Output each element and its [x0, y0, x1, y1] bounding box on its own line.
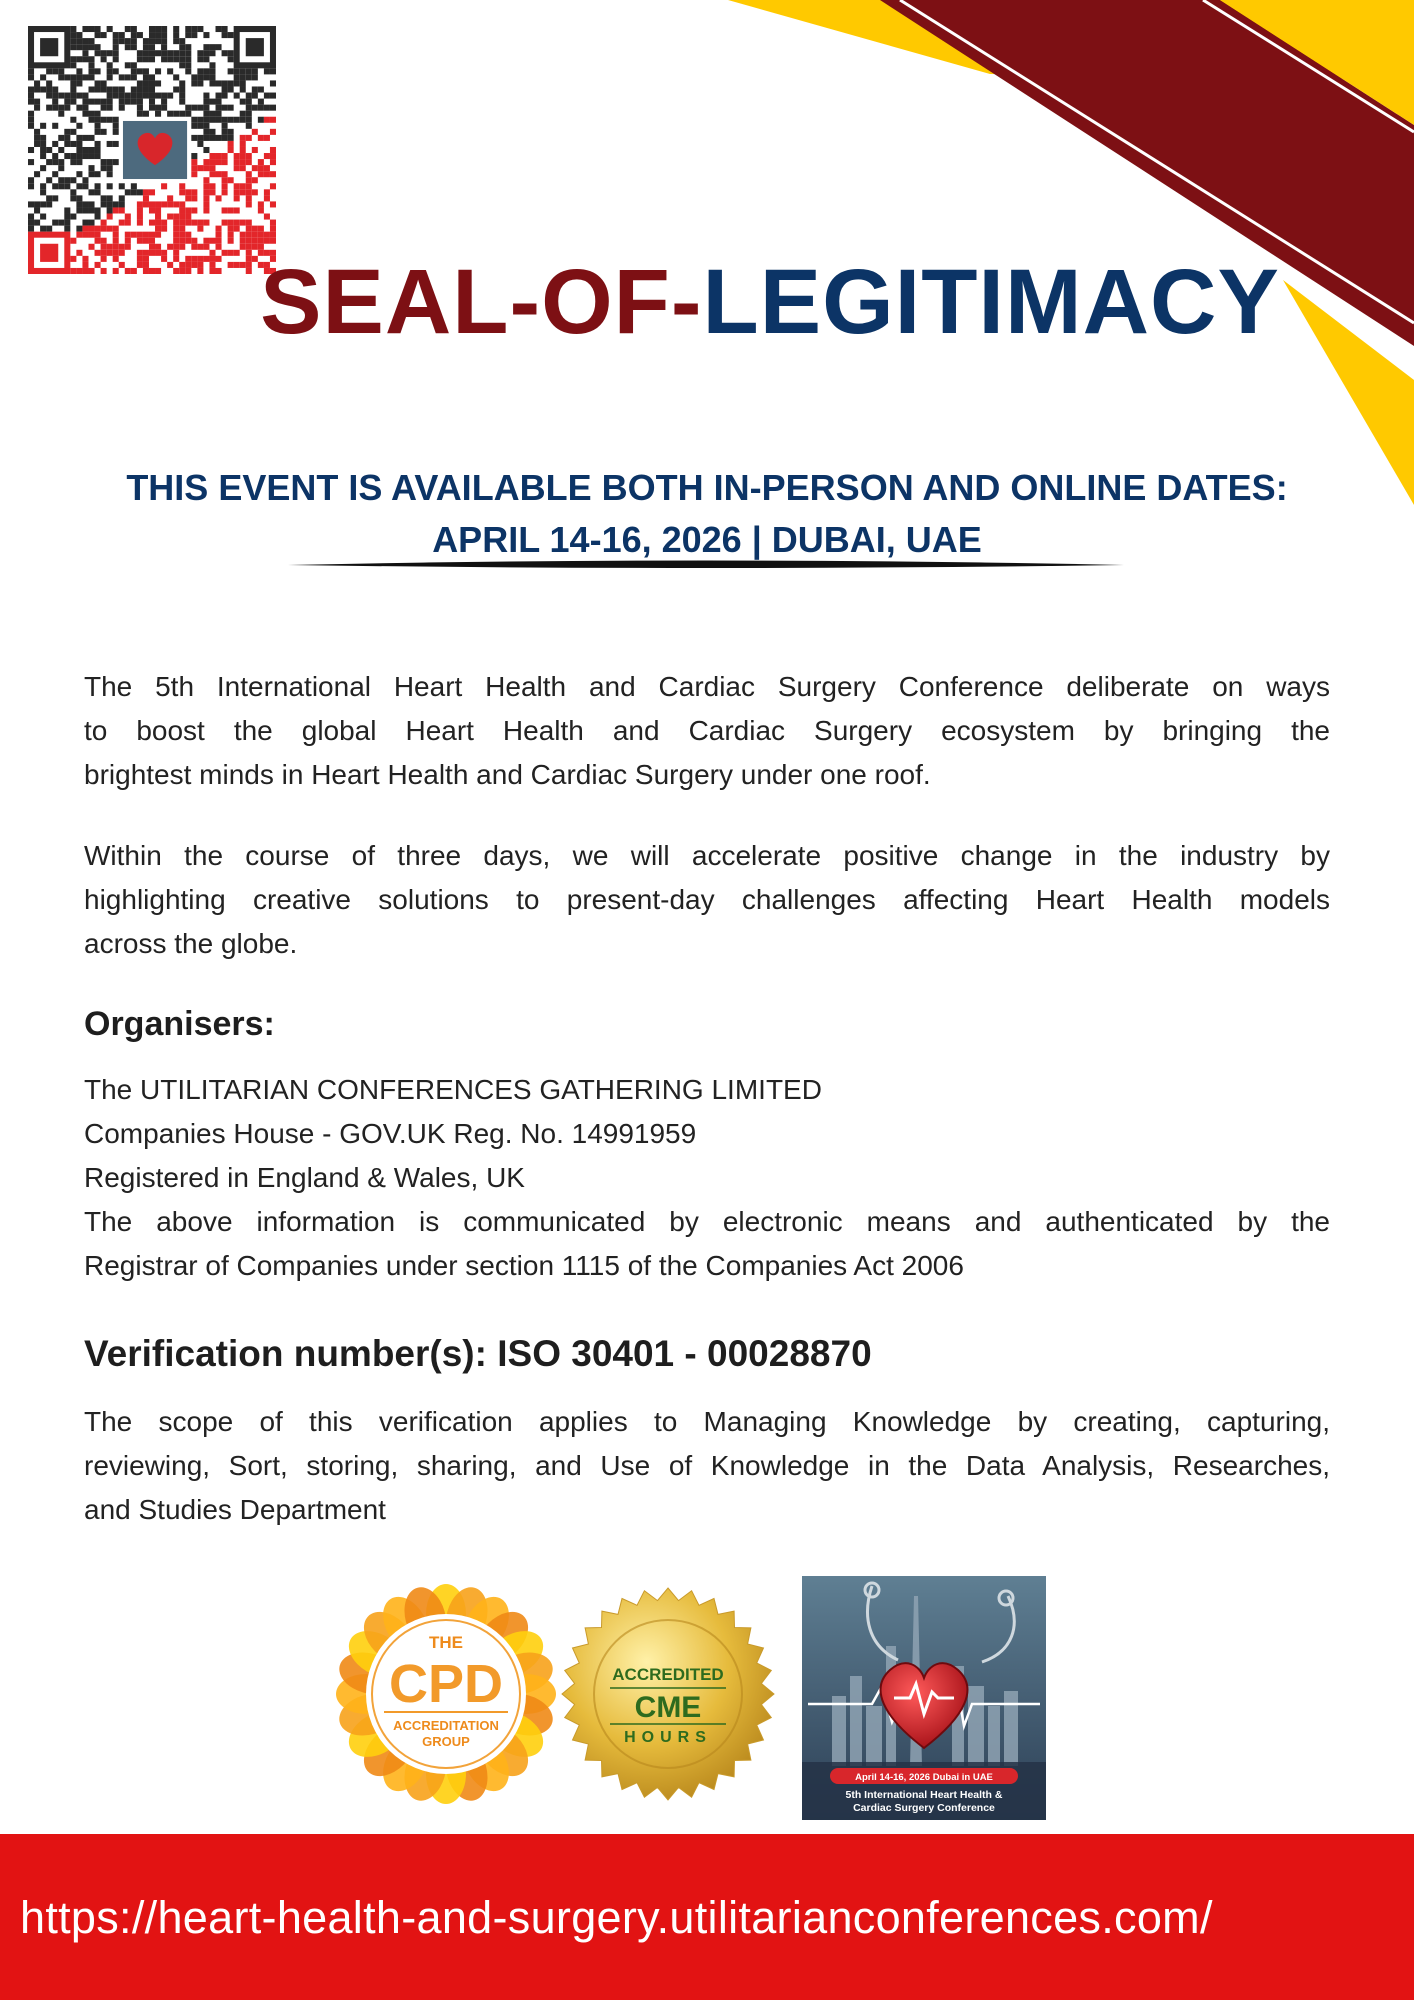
text-line: reviewing, Sort, storing, sharing, and Use of Knowledge in the Data Analysis, Researches, — [84, 1450, 1330, 1481]
cme-text: CME — [634, 1691, 702, 1724]
text-line: to boost the global Heart Health and Cardiac Surgery ecosystem by bringing the — [84, 715, 1330, 746]
underline-swoosh — [288, 558, 1124, 572]
authentication-note: The above information is communicated by electronic means and authenticated by the — [84, 1206, 1330, 1237]
cpd-accreditation-text: ACCREDITATION — [393, 1718, 499, 1733]
website-link[interactable]: https://heart-health-and-surgery.utilitarianconferences.com/ — [20, 1892, 1213, 1943]
verification-scope — [84, 1400, 1330, 1532]
conference-logo — [802, 1576, 1046, 1820]
text-line: brightest minds in Heart Health and Cardiac Surgery under one roof. — [84, 759, 931, 790]
page-title — [0, 248, 1414, 356]
title-part-legitimacy: LEGITIMACY — [702, 251, 1280, 353]
title-part-seal-of: SEAL-OF- — [260, 251, 703, 353]
cme-accreditation-badge — [560, 1586, 776, 1802]
cme-accredited-text: ACCREDITED — [612, 1665, 724, 1684]
text-line: The scope of this verification applies to Managing Knowledge by creating, capturing, — [84, 1406, 1330, 1437]
organiser-name: The UTILITARIAN CONFERENCES GATHERING LIMITED — [84, 1074, 822, 1105]
authentication-note-2: Registrar of Companies under section 1115 of the Companies Act 2006 — [84, 1250, 964, 1281]
text-line: The 5th International Heart Health and Cardiac Surgery Conference deliberate on ways — [84, 671, 1330, 702]
text-line: and Studies Department — [84, 1494, 386, 1525]
text-line: Within the course of three days, we will accelerate positive change in the industry by — [84, 840, 1330, 871]
event-dates-location: APRIL 14-16, 2026 | DUBAI, UAE — [432, 519, 982, 560]
intro-paragraph-1 — [84, 665, 1330, 797]
organisers-heading: Organisers: — [84, 1005, 275, 1043]
verification-heading: Verification number(s): ISO 30401 - 00028870 — [84, 1333, 872, 1374]
footer-bar — [0, 1834, 1414, 2000]
intro-paragraph-2 — [84, 834, 1330, 966]
conference-name-line-1: 5th International Heart Health & — [845, 1789, 1003, 1801]
cpd-accreditation-badge — [336, 1584, 556, 1804]
event-info — [40, 462, 1374, 566]
cpd-group-text: GROUP — [422, 1734, 470, 1749]
conference-date-text: April 14-16, 2026 Dubai in UAE — [855, 1772, 993, 1783]
text-line: highlighting creative solutions to present-day challenges affecting Heart Health models — [84, 884, 1330, 915]
qr-code[interactable] — [28, 26, 276, 274]
cpd-text: CPD — [388, 1654, 504, 1714]
organisers-details — [84, 1068, 1330, 1288]
registration-location: Registered in England & Wales, UK — [84, 1162, 525, 1193]
registration-number: Companies House - GOV.UK Reg. No. 14991959 — [84, 1118, 697, 1149]
cpd-the-text: THE — [429, 1633, 463, 1652]
conference-name-line-2: Cardiac Surgery Conference — [853, 1802, 995, 1814]
cme-hours-text: HOURS — [624, 1729, 712, 1746]
text-line: across the globe. — [84, 928, 298, 959]
event-availability: THIS EVENT IS AVAILABLE BOTH IN-PERSON AND ONLINE DATES: — [126, 467, 1288, 508]
